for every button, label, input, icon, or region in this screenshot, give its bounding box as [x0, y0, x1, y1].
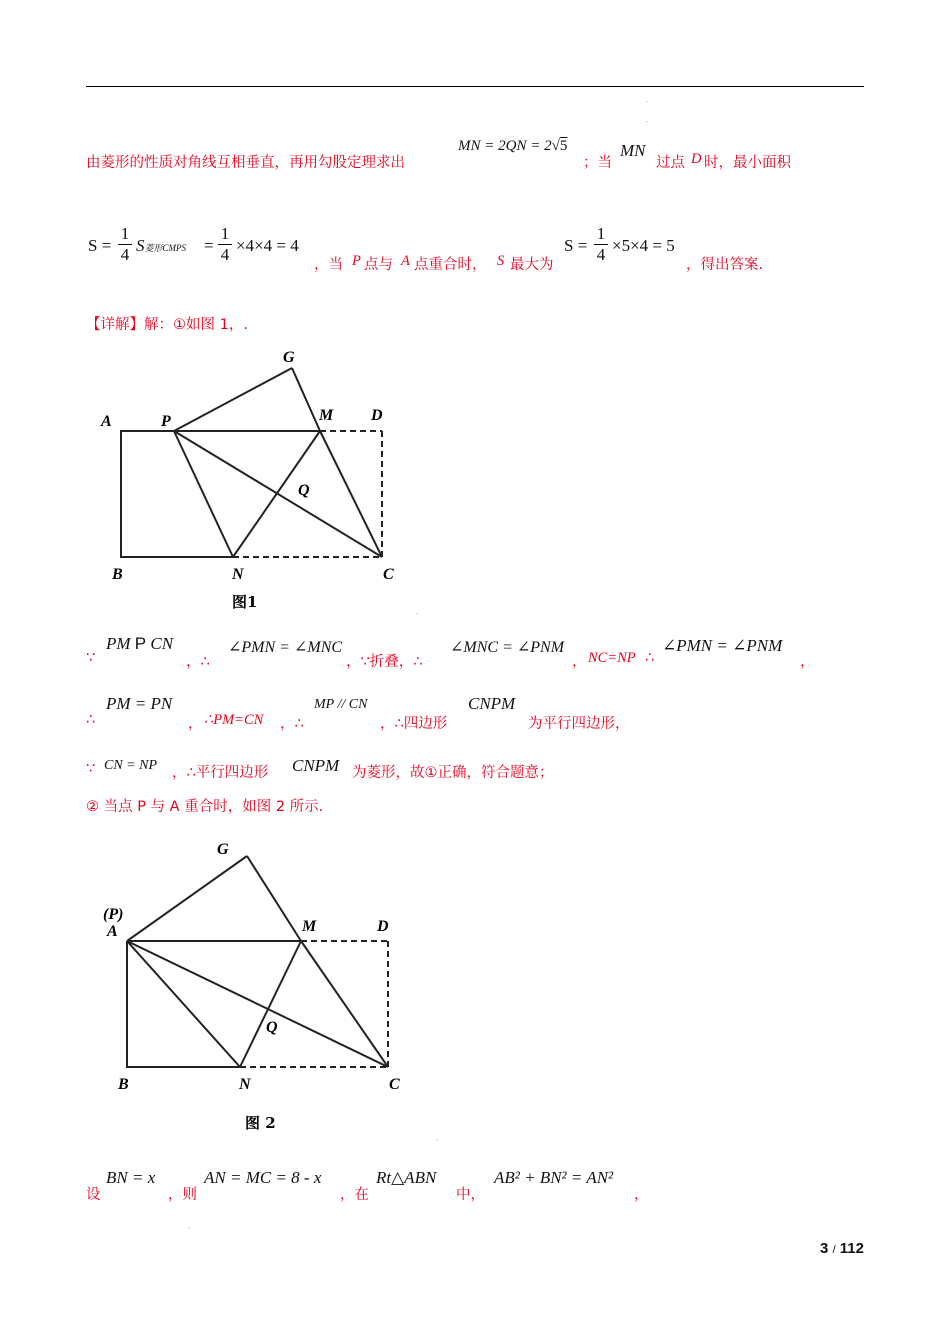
label-C: C — [389, 1076, 400, 1093]
pm-eq-cn: ∴PM=CN — [204, 712, 264, 728]
fraction — [594, 225, 608, 264]
figure-2 — [95, 832, 425, 1137]
point-A: A — [401, 253, 410, 269]
math-eq: = — [204, 236, 214, 255]
label-D: D — [371, 407, 383, 424]
mark-dot: . — [416, 608, 419, 616]
text: ，∴ — [280, 716, 304, 732]
math-CN-eq-NP: CN = NP — [104, 758, 158, 773]
edge-APBN — [121, 431, 233, 557]
math-AN-eq: AN = MC = 8 - x — [204, 1168, 322, 1187]
math-mn: MN — [620, 141, 646, 160]
mark-dot: . — [646, 116, 649, 124]
because-symbol: ∵ — [86, 761, 96, 777]
header-rule — [86, 86, 864, 87]
point-D: D — [691, 151, 702, 167]
math-parallel: MP // CN — [314, 697, 368, 712]
page-number — [820, 1240, 864, 1257]
math-BN-eq-x: BN = x — [106, 1168, 156, 1187]
label-G: G — [283, 349, 295, 366]
label-M: M — [319, 407, 334, 424]
numerator: 1 — [220, 224, 230, 243]
math-angle: ∠PMN = ∠MNC — [228, 639, 343, 656]
because-symbol: ∵ — [86, 650, 96, 666]
math-mn-eq: MN = 2QN = 2√5 — [458, 138, 568, 154]
text: ， — [800, 654, 815, 670]
figure-1 — [95, 340, 425, 620]
text: ，则 — [168, 1187, 197, 1203]
denominator: 4 — [220, 245, 230, 264]
text: ，在 — [340, 1187, 369, 1203]
label-P-paren: (P) — [103, 906, 124, 923]
text: 时，最小面积 — [704, 155, 791, 171]
label-B: B — [118, 1076, 129, 1093]
denominator: 4 — [596, 245, 606, 264]
label-N: N — [232, 566, 244, 583]
math-CNPM: CNPM — [292, 756, 340, 775]
label-A: A — [101, 413, 112, 430]
math-text: MN = 2QN = 2 — [458, 138, 552, 154]
label-Q: Q — [298, 482, 310, 499]
label-A: A — [107, 923, 118, 940]
label-M: M — [302, 918, 317, 935]
text: 过点 — [656, 155, 685, 171]
text: 由菱形的性质对角线互相垂直，再用勾股定理求出 — [86, 155, 405, 171]
edge-GM — [247, 856, 301, 941]
text: 点重合时， — [414, 257, 487, 273]
subscript: 菱形CMPS — [144, 243, 186, 253]
label-B: B — [112, 566, 123, 583]
detail-label: 【详解】解：①如图 1，. — [86, 317, 248, 333]
page-total: 112 — [839, 1240, 864, 1257]
math-CNPM: CNPM — [468, 694, 516, 713]
page-slash: / — [832, 1244, 836, 1256]
mark-dot: . — [188, 1222, 191, 1230]
math-PM: PM — [106, 634, 131, 653]
numerator: 1 — [120, 224, 130, 243]
edge-MC — [301, 941, 388, 1067]
denominator: 4 — [120, 245, 130, 264]
S-symbol: S — [136, 236, 145, 255]
text: 为菱形，故①正确，符合题意； — [352, 765, 554, 781]
math-S — [136, 236, 186, 256]
edge-GM — [292, 368, 320, 431]
point-P: P — [352, 253, 361, 269]
math-pythagoras: AB² + BN² = AN² — [494, 1168, 614, 1187]
text: ， — [572, 654, 587, 670]
text: ，∴ — [186, 654, 210, 670]
figure-2-caption: 图 2 — [245, 1114, 276, 1132]
math-CN: CN — [150, 634, 174, 653]
text: 最大为 — [510, 257, 554, 273]
mark-dot: . — [646, 96, 649, 104]
text: ，∵折叠，∴ — [346, 654, 423, 670]
label-N: N — [239, 1076, 251, 1093]
math-S-eq: S = — [564, 236, 588, 255]
text: 点与 — [364, 257, 393, 273]
label-D: D — [377, 918, 389, 935]
math-times: ×4×4 = 4 — [236, 236, 299, 255]
text: ，当 — [314, 257, 343, 273]
text: 中， — [456, 1187, 485, 1203]
label-G: G — [217, 841, 229, 858]
text: ， — [188, 716, 203, 732]
root-value: 5 — [559, 138, 568, 154]
label-C: C — [383, 566, 394, 583]
symbol-S: S — [497, 253, 505, 269]
text: ，∴平行四边形 — [172, 765, 269, 781]
parallel-symbol: P — [134, 634, 147, 653]
mark-dot: . — [436, 1134, 439, 1142]
fraction — [218, 225, 232, 264]
math-angle: ∠MNC = ∠PNM — [450, 639, 565, 656]
edge-AN — [127, 941, 240, 1067]
math-times: ×5×4 = 5 — [612, 236, 675, 255]
text: ∴ — [645, 650, 655, 666]
edge-NM — [240, 941, 301, 1067]
math-PM-eq-PN: PM = PN — [106, 694, 173, 713]
math — [106, 634, 173, 654]
text: 设 — [86, 1187, 101, 1203]
text: 为平行四边形， — [528, 716, 630, 732]
page-current: 3 — [820, 1240, 829, 1257]
fraction — [118, 225, 132, 264]
text: ；当 — [583, 155, 612, 171]
therefore-symbol: ∴ — [86, 712, 96, 728]
case-2-intro: ② 当点 P 与 A 重合时，如图 2 所示. — [86, 799, 324, 815]
math-S-eq: S = — [88, 236, 112, 255]
text: ，∴四边形 — [380, 716, 448, 732]
math-triangle: Rt△ABN — [376, 1168, 437, 1187]
edge-PG — [174, 368, 292, 431]
nc-eq-np: NC=NP — [588, 650, 636, 666]
text: ， — [634, 1187, 649, 1203]
edge-AG — [127, 856, 247, 941]
math-angle: ∠PMN = ∠PNM — [662, 636, 783, 655]
text: ，得出答案. — [686, 257, 764, 273]
label-P: P — [161, 413, 171, 430]
figure-1-caption: 图1 — [232, 593, 258, 611]
label-Q: Q — [266, 1019, 278, 1036]
edge-AC — [127, 941, 388, 1067]
numerator: 1 — [596, 224, 606, 243]
